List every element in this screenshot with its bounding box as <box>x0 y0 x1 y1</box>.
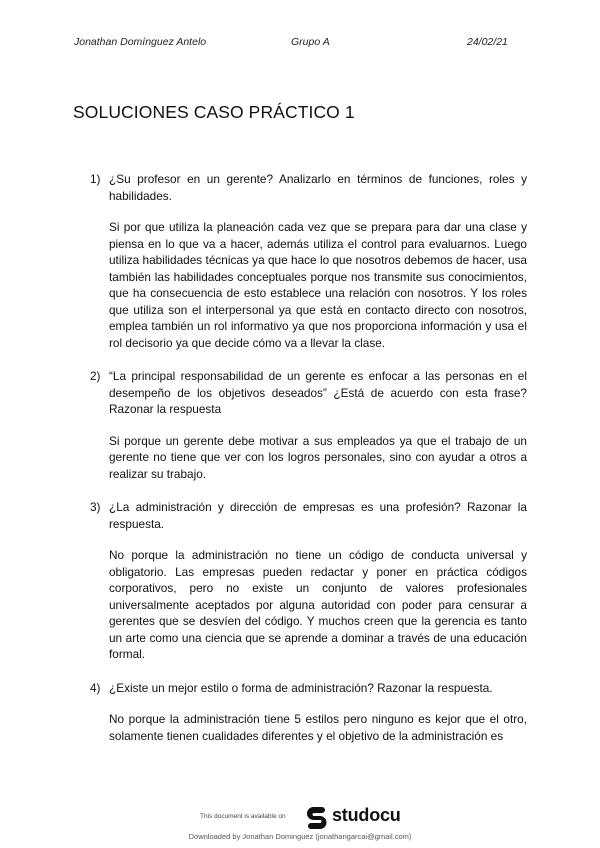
studocu-logo-text[interactable]: studocu <box>332 805 401 825</box>
question-item-3 <box>90 499 527 663</box>
question-list <box>90 171 527 744</box>
question-item-1 <box>90 171 527 351</box>
studocu-logo-icon <box>305 805 329 829</box>
question-number: 1) <box>90 172 101 186</box>
download-notice: Downloaded by Jonathan Dominguez (jonathangarcai@gmail.com) <box>188 832 412 841</box>
document-title: SOLUCIONES CASO PRÁCTICO 1 <box>73 102 355 122</box>
answer-text: No porque la administración tiene 5 estilos pero ninguno es kejor que el otro, solamente tienen cualidades diferentes y el objetivo de la administración es <box>109 712 527 743</box>
availability-text: This document is available on <box>200 813 286 820</box>
question-number: 4) <box>90 680 101 695</box>
page-header <box>0 36 600 50</box>
answer-text: No porque la administración no tiene un código de conducta universal y obligatorio. Las empresas pueden redactar y poner en práctica códigos corporativos, pero no existe un conjunto de valores profesionales universalmente aceptados por alguna autoridad con poder para censurar a gerentes que se desvíen del código. Y muchos creen que la gerencia es tanto un arte como una ciencia que se aprende a dominar a través de una educación formal. <box>109 548 527 661</box>
studocu-footer <box>0 804 600 834</box>
answer-text: Si por que utiliza la planeación cada vez que se prepara para dar una clase y piensa en lo que va a hacer, además utiliza el control para evaluarnos. Luego utiliza habilidades técnicas ya que hace lo que nosotros debemos de hacer, usa también las habilidades conceptuales porque nos transmite sus conocimientos, que ha consecuencia de esto establece una relación con nosotros. Y los roles que utiliza son el interpersonal ya que está en contacto directo con nosotros, emplea también un rol informativo ya que nos proporciona información y usa el rol decisorio ya que decide cómo va a llevar la clase. <box>109 220 527 350</box>
header-group: Grupo A <box>291 36 330 48</box>
question-text: ¿La administración y dirección de empresas es una profesión? Razonar la respuesta. <box>109 500 527 531</box>
question-text: ¿Su profesor en un gerente? Analizarlo en términos de funciones, roles y habilidades. <box>109 172 527 203</box>
question-text: ¿Existe un mejor estilo o forma de administración? Razonar la respuesta. <box>109 680 493 695</box>
question-number: 2) <box>90 369 101 383</box>
header-author: Jonathan Domínguez Antelo <box>74 36 207 48</box>
answer-text: Si porque un gerente debe motivar a sus empleados ya que el trabajo de un gerente no tiene que ver con los logros personales, sino con ayudar a otros a realizar su trabajo. <box>109 433 527 481</box>
question-text: “La principal responsabilidad de un gerente es enfocar a las personas en el desempeño de los objetivos deseados” ¿Está de acuerdo con esta frase? Razonar la respuesta <box>109 369 527 416</box>
header-date: 24/02/21 <box>467 36 508 48</box>
question-number: 3) <box>90 500 101 514</box>
question-item-4 <box>90 680 527 745</box>
question-item-2 <box>90 368 527 482</box>
